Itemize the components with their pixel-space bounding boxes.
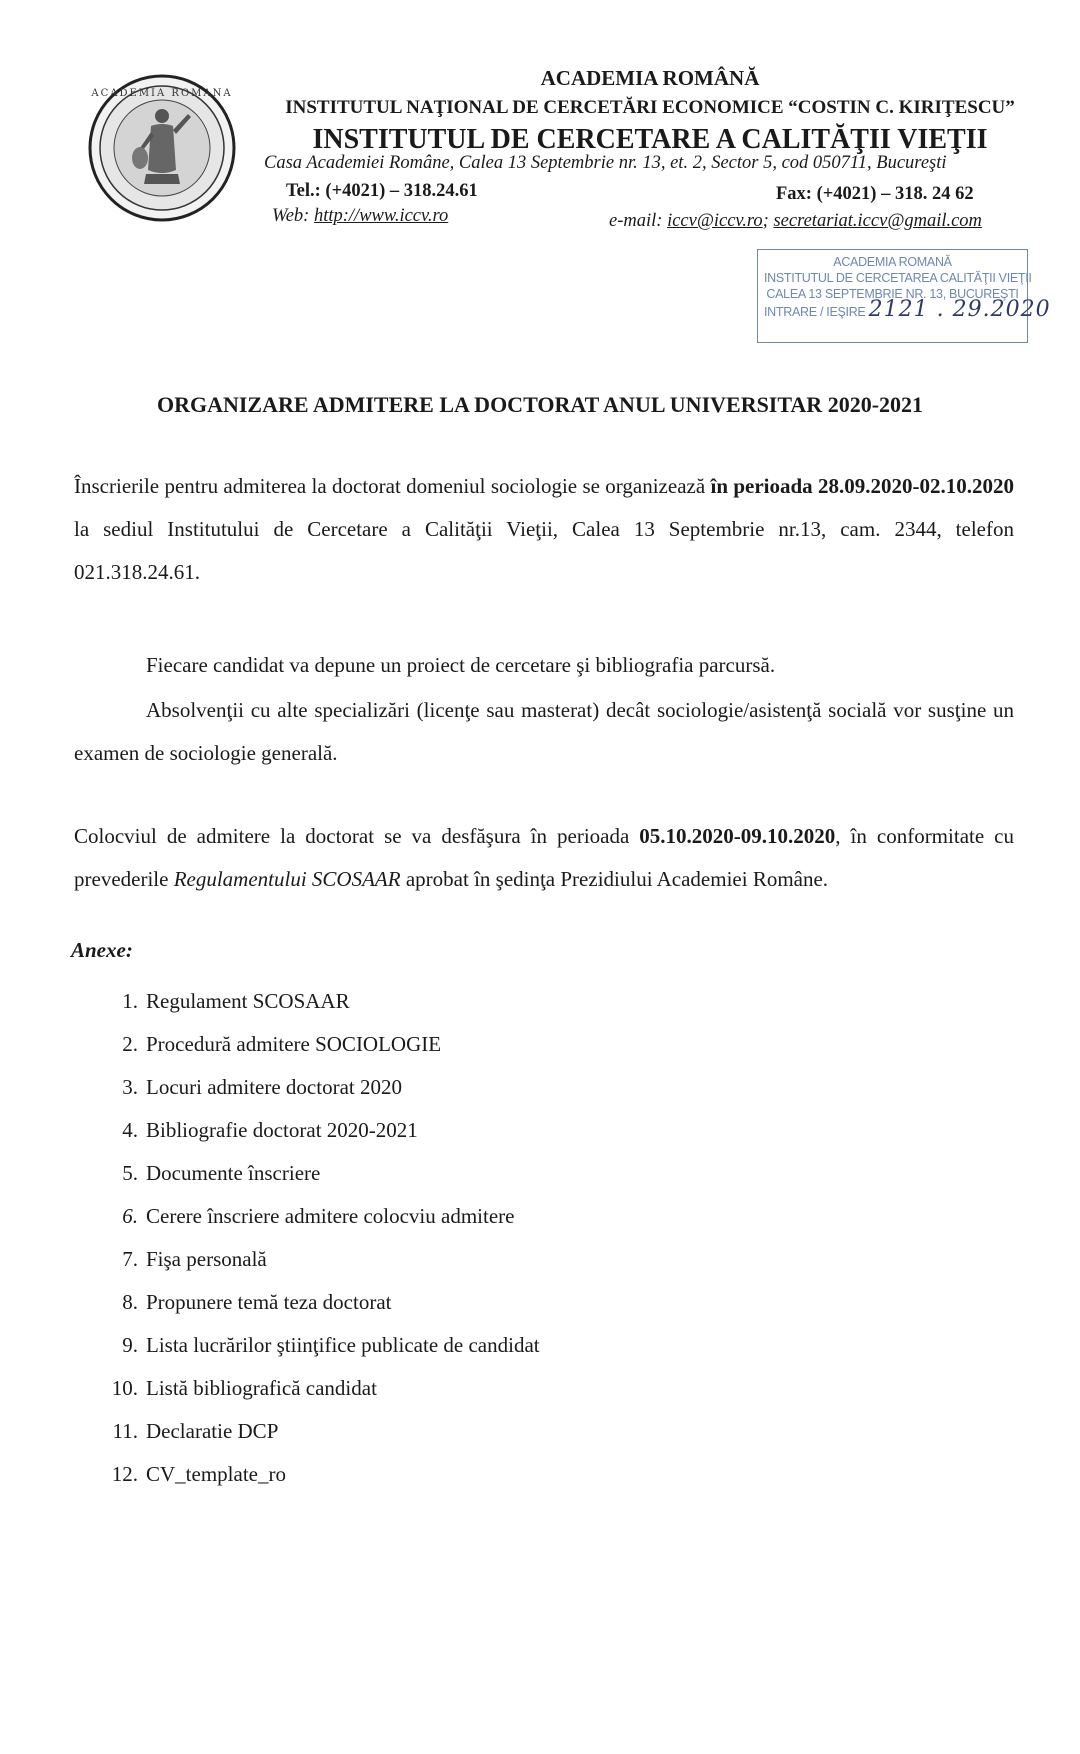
- registration-stamp: [757, 249, 1051, 343]
- academy-seal-logo: [88, 74, 236, 222]
- list-item-number: 1.: [122, 989, 138, 1013]
- annexes-list: [98, 984, 998, 1500]
- list-item-text: CV_template_ro: [146, 1462, 286, 1486]
- institute-email: [609, 211, 982, 232]
- stamp-line-2: INSTITUTUL DE CERCETAREA CALITĂŢII VIEŢII: [764, 271, 1032, 285]
- list-item-number: 12.: [111, 1462, 138, 1486]
- list-item-number: 5.: [122, 1161, 138, 1185]
- list-item-text: Bibliografie doctorat 2020-2021: [146, 1118, 418, 1142]
- annexes-heading: Anexe:: [71, 938, 133, 962]
- list-item-text: Declaratie DCP: [146, 1419, 279, 1443]
- institute-web: [272, 206, 448, 227]
- list-item-text: Lista lucrărilor ştiinţifice publicate de candidat: [146, 1333, 540, 1357]
- list-item-number: 6.: [122, 1204, 138, 1228]
- paragraph-registration: [74, 465, 1014, 594]
- p1-text-a: Înscrierile pentru admiterea la doctorat domeniul sociologie se organizează: [74, 474, 711, 498]
- web-link[interactable]: http://www.iccv.ro: [313, 206, 449, 226]
- institute-fax: Fax: (+4021) – 318. 24 62: [776, 184, 974, 204]
- list-item-number: 11.: [112, 1419, 138, 1443]
- list-item-number: 9.: [122, 1333, 138, 1357]
- document-title: ORGANIZARE ADMITERE LA DOCTORAT ANUL UNIVERSITAR 2020-2021: [156, 392, 924, 417]
- stamp-handwritten-number: 2121 . 29.2020: [868, 297, 1051, 322]
- list-item-number: 8.: [122, 1290, 138, 1314]
- list-item-text: Documente înscriere: [146, 1161, 321, 1185]
- stamp-line-3: CALEA 13 SEPTEMBRIE NR. 13, BUCUREŞTI: [766, 287, 1019, 301]
- list-item: [98, 1027, 998, 1070]
- list-item: [98, 1242, 998, 1285]
- web-label: Web:: [272, 206, 314, 226]
- list-item: [98, 1199, 998, 1242]
- list-item-text: Cerere înscriere admitere colocviu admitere: [146, 1204, 515, 1228]
- institute-address: Casa Academiei Române, Calea 13 Septembrie nr. 13, et. 2, Sector 5, cod 050711, Bucureşti: [264, 153, 947, 173]
- list-item-text: Fişa personală: [146, 1247, 267, 1271]
- email-label: e-mail:: [609, 211, 668, 231]
- p4-text-a: Colocviul de admitere la doctorat se va desfăşura în perioada: [74, 824, 640, 848]
- paragraph-colloquium: [74, 815, 1014, 901]
- list-item-number: 7.: [122, 1247, 138, 1271]
- list-item: [98, 1414, 998, 1457]
- institute-phone: Tel.: (+4021) – 318.24.61: [286, 181, 478, 201]
- p4-text-e: aprobat în şedinţa Prezidiului Academiei Române.: [400, 867, 829, 891]
- list-item: [98, 984, 998, 1027]
- list-item-number: 3.: [122, 1075, 138, 1099]
- list-item: [98, 1285, 998, 1328]
- list-item-text: Listă bibliografică candidat: [146, 1376, 377, 1400]
- paragraph-exam: Absolvenţii cu alte specializări (licenţe sau masterat) decât sociologie/asistenţă socială vor susţine un examen de sociologie generală.: [74, 698, 1014, 765]
- p1-period-bold: în perioada 28.09.2020-02.10.2020: [710, 474, 1015, 498]
- national-institute-name: INSTITUTUL NAŢIONAL DE CERCETĂRI ECONOMICE “COSTIN C. KIRIŢESCU”: [285, 97, 1015, 118]
- stamp-line-4: [764, 297, 1051, 322]
- list-item-number: 4.: [122, 1118, 138, 1142]
- paragraph-project: Fiecare candidat va depune un proiect de cercetare şi bibliografia parcursă.: [146, 653, 776, 677]
- email-link-1[interactable]: iccv@iccv.ro: [667, 211, 763, 231]
- list-item: [98, 1156, 998, 1199]
- list-item-text: Locuri admitere doctorat 2020: [146, 1075, 402, 1099]
- list-item-number: 2.: [122, 1032, 138, 1056]
- p4-regulation-italic: Regulamentului SCOSAAR: [173, 867, 401, 891]
- stamp-entry-label: INTRARE / IEŞIRE: [764, 305, 866, 319]
- list-item-text: Propunere temă teza doctorat: [146, 1290, 392, 1314]
- institute-name: INSTITUTUL DE CERCETARE A CALITĂŢII VIEŢII: [312, 124, 988, 155]
- list-item-text: Procedură admitere SOCIOLOGIE: [146, 1032, 442, 1056]
- list-item-text: Regulament SCOSAAR: [146, 989, 350, 1013]
- p1-text-c: la sediul Institutului de Cercetare a Calităţii Vieţii, Calea 13 Septembrie nr.13, cam. 2344, telefon 021.318.24.61.: [74, 517, 1014, 584]
- email-link-2[interactable]: secretariat.iccv@gmail.com: [773, 211, 982, 231]
- list-item-number: 10.: [111, 1376, 138, 1400]
- list-item: [98, 1113, 998, 1156]
- list-item: [98, 1371, 998, 1414]
- list-item: [98, 1457, 998, 1500]
- academy-name: ACADEMIA ROMÂNĂ: [540, 66, 760, 90]
- p4-text-c: , în conformitate cu prevederile: [74, 824, 1014, 891]
- stamp-line-1: ACADEMIA ROMANĂ: [833, 255, 952, 269]
- list-item: [98, 1328, 998, 1371]
- email-separator: ;: [762, 211, 774, 231]
- list-item: [98, 1070, 998, 1113]
- p4-period-bold: 05.10.2020-09.10.2020: [639, 824, 836, 848]
- svg-text:ACADEMIA ROMANA: ACADEMIA ROMANA: [91, 88, 233, 99]
